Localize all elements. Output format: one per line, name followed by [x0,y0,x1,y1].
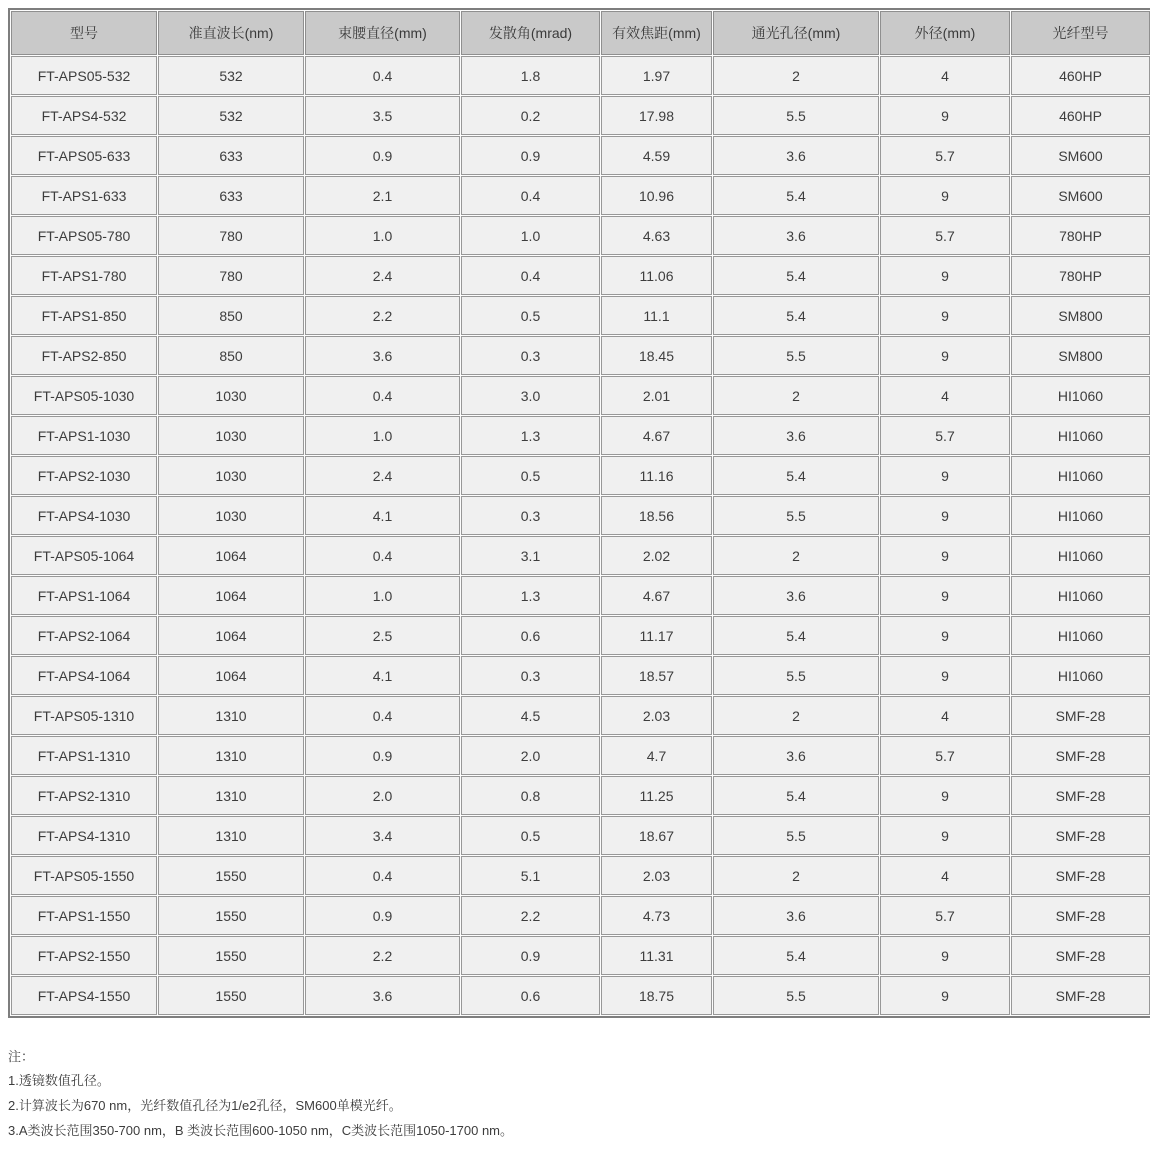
value-cell: 1550 [158,976,304,1015]
model-cell: FT-APS4-1064 [11,656,157,695]
value-cell: 1550 [158,936,304,975]
table-row [11,256,1150,295]
value-cell: 460HP [1011,56,1150,95]
value-cell: 3.6 [305,976,460,1015]
value-cell: 633 [158,176,304,215]
value-cell: 1.0 [305,416,460,455]
value-cell: HI1060 [1011,376,1150,415]
value-cell: 3.0 [461,376,600,415]
table-row [11,576,1150,615]
value-cell: 2.4 [305,456,460,495]
value-cell: 0.4 [461,256,600,295]
column-header: 有效焦距(mm) [601,11,712,55]
table-row [11,56,1150,95]
value-cell: 0.4 [305,376,460,415]
value-cell: 5.5 [713,96,879,135]
table-row [11,456,1150,495]
value-cell: 780 [158,216,304,255]
value-cell: SMF-28 [1011,856,1150,895]
value-cell: 4.5 [461,696,600,735]
value-cell: 4.1 [305,656,460,695]
value-cell: 9 [880,496,1010,535]
value-cell: 780HP [1011,216,1150,255]
table-row [11,176,1150,215]
value-cell: 9 [880,296,1010,335]
value-cell: SMF-28 [1011,736,1150,775]
value-cell: 1030 [158,456,304,495]
value-cell: 3.6 [713,896,879,935]
value-cell: 850 [158,296,304,335]
value-cell: 0.5 [461,816,600,855]
value-cell: 18.56 [601,496,712,535]
value-cell: 11.31 [601,936,712,975]
value-cell: 2 [713,56,879,95]
value-cell: 5.4 [713,296,879,335]
value-cell: 2.02 [601,536,712,575]
model-cell: FT-APS1-1550 [11,896,157,935]
value-cell: 1310 [158,736,304,775]
footnote-item: 1.透镜数值孔径。 [8,1073,110,1088]
value-cell: 1.3 [461,416,600,455]
value-cell: SMF-28 [1011,776,1150,815]
value-cell: 9 [880,176,1010,215]
table-row [11,496,1150,535]
value-cell: SMF-28 [1011,696,1150,735]
value-cell: 1310 [158,696,304,735]
model-cell: FT-APS05-1550 [11,856,157,895]
value-cell: 0.8 [461,776,600,815]
value-cell: 9 [880,96,1010,135]
value-cell: 5.7 [880,896,1010,935]
table-row [11,536,1150,575]
value-cell: 1064 [158,616,304,655]
value-cell: 2.03 [601,696,712,735]
value-cell: 5.4 [713,256,879,295]
value-cell: 0.9 [461,136,600,175]
value-cell: 633 [158,136,304,175]
value-cell: 5.5 [713,336,879,375]
value-cell: 4.59 [601,136,712,175]
value-cell: 3.1 [461,536,600,575]
value-cell: 1030 [158,496,304,535]
column-header: 发散角(mrad) [461,11,600,55]
value-cell: HI1060 [1011,656,1150,695]
model-cell: FT-APS2-1064 [11,616,157,655]
column-header: 通光孔径(mm) [713,11,879,55]
table-row [11,296,1150,335]
value-cell: 2 [713,536,879,575]
value-cell: 17.98 [601,96,712,135]
value-cell: 9 [880,776,1010,815]
value-cell: 3.6 [713,736,879,775]
table-row [11,216,1150,255]
table-row [11,416,1150,455]
value-cell: SM600 [1011,176,1150,215]
value-cell: 0.5 [461,296,600,335]
value-cell: 9 [880,456,1010,495]
model-cell: FT-APS1-850 [11,296,157,335]
value-cell: 3.5 [305,96,460,135]
model-cell: FT-APS4-1310 [11,816,157,855]
value-cell: 4.73 [601,896,712,935]
model-cell: FT-APS05-780 [11,216,157,255]
value-cell: 1.0 [305,216,460,255]
table-row [11,96,1150,135]
value-cell: 4.67 [601,576,712,615]
value-cell: 4 [880,376,1010,415]
value-cell: 1550 [158,856,304,895]
value-cell: HI1060 [1011,456,1150,495]
value-cell: 0.4 [305,696,460,735]
value-cell: 4.63 [601,216,712,255]
value-cell: SM600 [1011,136,1150,175]
table-row [11,696,1150,735]
value-cell: 4.7 [601,736,712,775]
value-cell: 0.6 [461,616,600,655]
value-cell: 11.25 [601,776,712,815]
value-cell: 2.2 [305,296,460,335]
table-row [11,936,1150,975]
value-cell: 2.0 [305,776,460,815]
value-cell: SMF-28 [1011,936,1150,975]
table-row [11,816,1150,855]
value-cell: 5.7 [880,136,1010,175]
fiber-collimator-spec-table [8,8,1150,1018]
value-cell: 9 [880,976,1010,1015]
value-cell: 5.7 [880,416,1010,455]
value-cell: 2.5 [305,616,460,655]
value-cell: 0.9 [461,936,600,975]
value-cell: 2.01 [601,376,712,415]
model-cell: FT-APS2-1550 [11,936,157,975]
value-cell: 18.45 [601,336,712,375]
model-cell: FT-APS05-1310 [11,696,157,735]
value-cell: 9 [880,576,1010,615]
value-cell: 780 [158,256,304,295]
value-cell: 5.5 [713,656,879,695]
table-row [11,856,1150,895]
model-cell: FT-APS05-1064 [11,536,157,575]
value-cell: SMF-28 [1011,896,1150,935]
value-cell: 780HP [1011,256,1150,295]
value-cell: 3.6 [305,336,460,375]
footnotes-label: 注： [8,1049,35,1064]
value-cell: 2 [713,376,879,415]
value-cell: 9 [880,936,1010,975]
value-cell: 850 [158,336,304,375]
column-header: 光纤型号 [1011,11,1150,55]
value-cell: 9 [880,816,1010,855]
value-cell: 0.3 [461,496,600,535]
value-cell: 0.4 [305,56,460,95]
value-cell: 1.0 [461,216,600,255]
footnote-item: 3.A类波长范围350-700 nm，B 类波长范围600-1050 nm，C类波长范围1050-1700 nm。 [8,1123,514,1138]
value-cell: 4.67 [601,416,712,455]
value-cell: 5.4 [713,176,879,215]
value-cell: 2.03 [601,856,712,895]
value-cell: 10.96 [601,176,712,215]
value-cell: SMF-28 [1011,976,1150,1015]
value-cell: 2.2 [461,896,600,935]
value-cell: 5.5 [713,816,879,855]
value-cell: 1310 [158,816,304,855]
model-cell: FT-APS05-532 [11,56,157,95]
value-cell: 1030 [158,376,304,415]
model-cell: FT-APS1-633 [11,176,157,215]
table-row [11,336,1150,375]
value-cell: 18.57 [601,656,712,695]
value-cell: 9 [880,656,1010,695]
value-cell: 3.6 [713,136,879,175]
value-cell: 0.9 [305,736,460,775]
value-cell: 4 [880,696,1010,735]
model-cell: FT-APS4-1030 [11,496,157,535]
table-header-row [11,11,1150,55]
model-cell: FT-APS2-1310 [11,776,157,815]
model-cell: FT-APS1-780 [11,256,157,295]
value-cell: 532 [158,96,304,135]
value-cell: 3.6 [713,416,879,455]
value-cell: 3.4 [305,816,460,855]
value-cell: 18.67 [601,816,712,855]
footnotes-list [8,1071,1148,1140]
value-cell: 18.75 [601,976,712,1015]
value-cell: 1.97 [601,56,712,95]
value-cell: 11.17 [601,616,712,655]
value-cell: HI1060 [1011,416,1150,455]
model-cell: FT-APS05-1030 [11,376,157,415]
table-body [11,56,1150,1015]
column-header: 束腰直径(mm) [305,11,460,55]
value-cell: 1064 [158,576,304,615]
table-row [11,976,1150,1015]
value-cell: 0.4 [305,536,460,575]
value-cell: 5.4 [713,936,879,975]
value-cell: 1064 [158,656,304,695]
value-cell: 0.3 [461,336,600,375]
value-cell: HI1060 [1011,536,1150,575]
table-row [11,136,1150,175]
value-cell: 1550 [158,896,304,935]
value-cell: 2.2 [305,936,460,975]
value-cell: 4 [880,56,1010,95]
value-cell: 9 [880,536,1010,575]
value-cell: 2.1 [305,176,460,215]
value-cell: 5.5 [713,496,879,535]
value-cell: 1310 [158,776,304,815]
value-cell: HI1060 [1011,496,1150,535]
value-cell: 11.1 [601,296,712,335]
model-cell: FT-APS2-850 [11,336,157,375]
footnote-item: 2.计算波长为670 nm，光纤数值孔径为1/e2孔径，SM600单模光纤。 [8,1098,402,1113]
value-cell: 0.3 [461,656,600,695]
value-cell: SMF-28 [1011,816,1150,855]
value-cell: 1.3 [461,576,600,615]
value-cell: 1.0 [305,576,460,615]
table-row [11,736,1150,775]
value-cell: 0.6 [461,976,600,1015]
value-cell: 0.4 [461,176,600,215]
model-cell: FT-APS1-1310 [11,736,157,775]
model-cell: FT-APS1-1030 [11,416,157,455]
value-cell: 5.7 [880,736,1010,775]
model-cell: FT-APS4-532 [11,96,157,135]
value-cell: 5.4 [713,616,879,655]
value-cell: 2 [713,696,879,735]
table-row [11,776,1150,815]
value-cell: 532 [158,56,304,95]
value-cell: 9 [880,616,1010,655]
value-cell: 5.1 [461,856,600,895]
table-row [11,896,1150,935]
value-cell: 4 [880,856,1010,895]
value-cell: 5.4 [713,776,879,815]
value-cell: 0.2 [461,96,600,135]
value-cell: HI1060 [1011,616,1150,655]
value-cell: 1030 [158,416,304,455]
value-cell: HI1060 [1011,576,1150,615]
column-header: 型号 [11,11,157,55]
value-cell: 2.4 [305,256,460,295]
value-cell: 5.5 [713,976,879,1015]
value-cell: 11.16 [601,456,712,495]
footnotes [8,1046,1148,1140]
value-cell: 2.0 [461,736,600,775]
model-cell: FT-APS05-633 [11,136,157,175]
value-cell: 3.6 [713,216,879,255]
column-header: 外径(mm) [880,11,1010,55]
table-row [11,656,1150,695]
table-row [11,616,1150,655]
value-cell: 2 [713,856,879,895]
value-cell: 1.8 [461,56,600,95]
value-cell: 1064 [158,536,304,575]
value-cell: 5.7 [880,216,1010,255]
value-cell: 0.5 [461,456,600,495]
model-cell: FT-APS4-1550 [11,976,157,1015]
value-cell: 5.4 [713,456,879,495]
value-cell: 0.9 [305,136,460,175]
column-header: 准直波长(nm) [158,11,304,55]
value-cell: 0.9 [305,896,460,935]
value-cell: 9 [880,336,1010,375]
value-cell: 11.06 [601,256,712,295]
value-cell: 0.4 [305,856,460,895]
value-cell: 9 [880,256,1010,295]
value-cell: SM800 [1011,336,1150,375]
model-cell: FT-APS1-1064 [11,576,157,615]
model-cell: FT-APS2-1030 [11,456,157,495]
value-cell: 4.1 [305,496,460,535]
value-cell: SM800 [1011,296,1150,335]
table-row [11,376,1150,415]
value-cell: 3.6 [713,576,879,615]
value-cell: 460HP [1011,96,1150,135]
